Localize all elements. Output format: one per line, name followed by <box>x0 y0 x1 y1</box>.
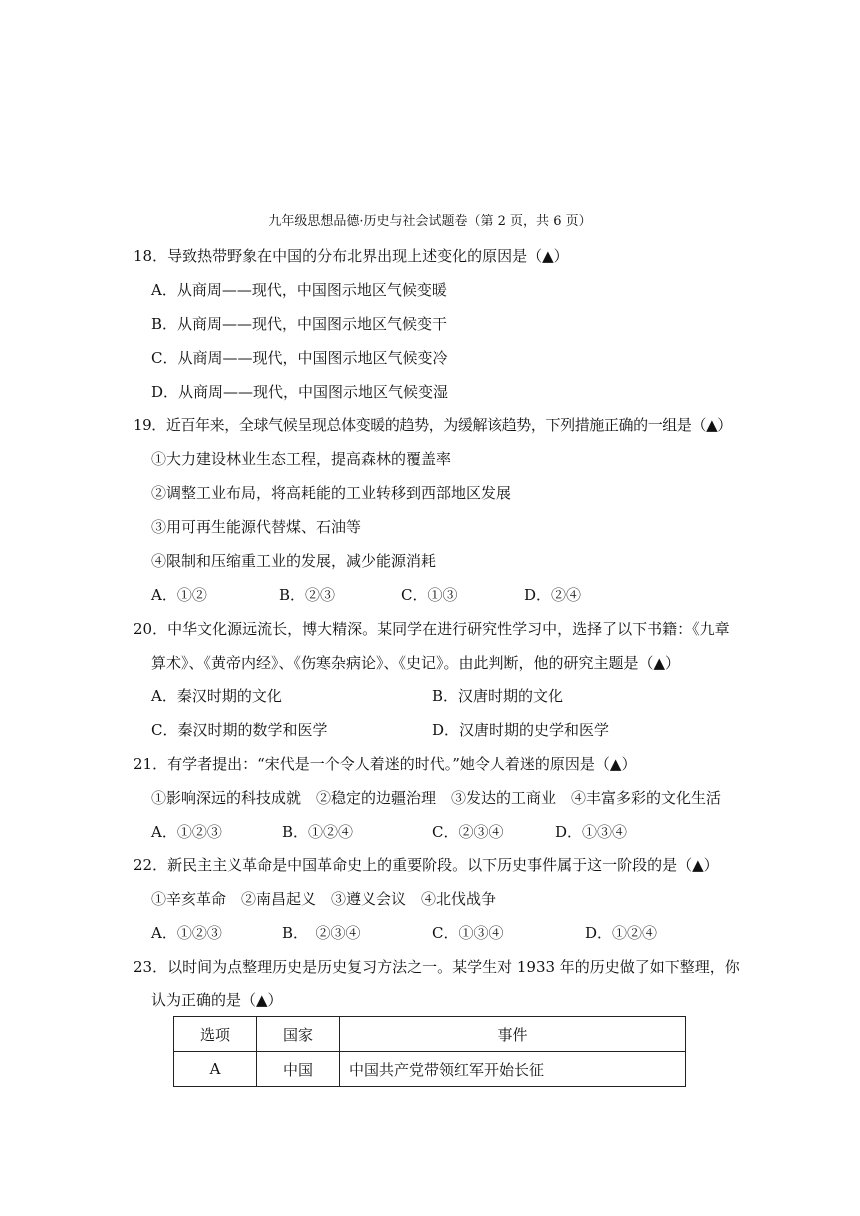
question-21-option-a: A．①②③ <box>151 823 222 841</box>
question-21-items: ①影响深远的科技成就 ②稳定的边疆治理 ③发达的工商业 ④丰富多彩的文化生活 <box>151 789 722 807</box>
question-19-item-1: ①大力建设林业生态工程，提高森林的覆盖率 <box>151 450 452 468</box>
question-23-stem-line-1: 23．以时间为点整理历史是历史复习方法之一。某学生对 1933 年的历史做了如下整理，你 <box>133 958 740 976</box>
question-19-stem: 19．近百年来，全球气候呈现总体变暖的趋势，为缓解该趋势，下列措施正确的一组是（▲） <box>133 416 732 434</box>
question-23-stem-line-2: 认为正确的是（▲） <box>151 991 283 1009</box>
question-21-stem: 21．有学者提出：“宋代是一个令人着迷的时代。”她令人着迷的原因是（▲） <box>133 755 637 773</box>
question-20-option-c: C．秦汉时期的数学和医学 <box>151 721 328 739</box>
question-20-option-b: B．汉唐时期的文化 <box>432 687 564 705</box>
question-19-item-4: ④限制和压缩重工业的发展，减少能源消耗 <box>151 552 437 570</box>
question-22-option-b: B． ②③④ <box>282 924 361 942</box>
history-events-table <box>173 1016 686 1087</box>
question-21-option-d: D．①③④ <box>555 823 628 841</box>
question-19-option-a: A．①② <box>151 586 207 604</box>
question-18-option-a: A．从商周——现代，中国图示地区气候变暖 <box>151 281 447 299</box>
question-19-item-3: ③用可再生能源代替煤、石油等 <box>151 518 362 536</box>
question-18-option-b: B．从商周——现代，中国图示地区气候变干 <box>151 315 448 333</box>
question-18-option-d: D．从商周——现代，中国图示地区气候变湿 <box>151 383 449 401</box>
question-19-option-b: B．②③ <box>279 586 336 604</box>
question-21-option-b: B．①②④ <box>282 823 354 841</box>
question-20-stem-line-2: 算术》、《黄帝内经》、《伤寒杂病论》、《史记》。由此判断，他的研究主题是（▲） <box>151 654 681 672</box>
question-19-option-c: C．①③ <box>401 586 458 604</box>
table-row <box>174 1052 686 1087</box>
table-cell-option: A <box>174 1052 257 1087</box>
question-20-option-d: D．汉唐时期的史学和医学 <box>432 721 610 739</box>
question-22-stem: 22．新民主主义革命是中国革命史上的重要阶段。以下历史事件属于这一阶段的是（▲） <box>133 856 719 874</box>
table-header-option: 选项 <box>174 1017 257 1052</box>
question-18-option-c: C．从商周——现代，中国图示地区气候变冷 <box>151 349 448 367</box>
question-22-option-a: A．①②③ <box>151 924 222 942</box>
question-22-option-d: D．①②④ <box>585 924 658 942</box>
question-22-items: ①辛亥革命 ②南昌起义 ③遵义会议 ④北伐战争 <box>151 890 497 908</box>
table-cell-country: 中国 <box>257 1052 340 1087</box>
question-20-option-a: A．秦汉时期的文化 <box>151 687 282 705</box>
table-header-row <box>174 1017 686 1052</box>
question-22-option-c: C．①③④ <box>432 924 504 942</box>
table-header-event: 事件 <box>340 1017 686 1052</box>
question-20-stem-line-1: 20．中华文化源远流长，博大精深。某同学在进行研究性学习中，选择了以下书籍：《九章 <box>133 620 730 638</box>
question-18-stem: 18．导致热带野象在中国的分布北界出现上述变化的原因是（▲） <box>133 247 569 265</box>
question-19-option-d: D．②④ <box>524 586 582 604</box>
question-21-option-c: C．②③④ <box>432 823 504 841</box>
table-header-country: 国家 <box>257 1017 340 1052</box>
table-cell-event: 中国共产党带领红军开始长征 <box>340 1052 686 1087</box>
question-19-item-2: ②调整工业布局，将高耗能的工业转移到西部地区发展 <box>151 484 512 502</box>
page-header: 九年级思想品德·历史与社会试题卷（第 2 页，共 6 页） <box>268 214 592 229</box>
